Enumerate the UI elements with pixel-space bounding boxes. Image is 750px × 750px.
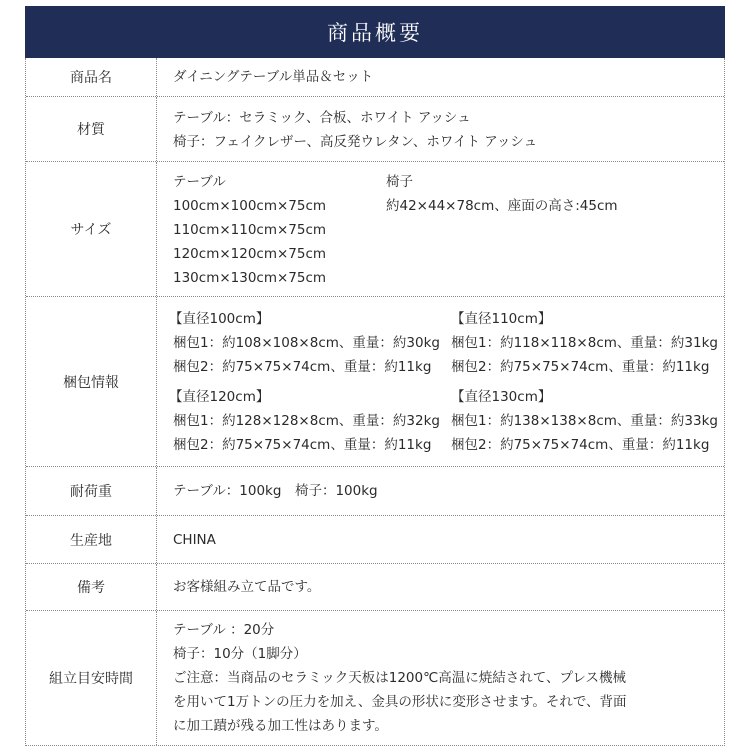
load-capacity-text: テーブル：100kg 椅子：100kg bbox=[173, 483, 378, 499]
packing-line: 梱包1：約138×138×8cm、重量：約33kg bbox=[451, 413, 718, 429]
row-value bbox=[173, 516, 724, 563]
row-assembly-time bbox=[26, 611, 724, 745]
row-product-name bbox=[26, 58, 724, 97]
size-table-heading: テーブル bbox=[173, 174, 226, 190]
assembly-line: を用いて1万トンの圧力を加え、金具の形状に変形させます。それで、背面 bbox=[173, 694, 627, 710]
packing-line: 梱包1：約128×128×8cm、重量：約32kg bbox=[173, 413, 440, 429]
assembly-line: ご注意：当商品のセラミック天板は1200℃高温に焼結されて、プレス機械 bbox=[173, 670, 627, 686]
row-label: 材質 bbox=[26, 97, 157, 161]
packing-heading: 【直径120cm】 bbox=[169, 389, 270, 405]
size-table-item: 130cm×130cm×75cm bbox=[173, 270, 327, 286]
packing-heading: 【直径130cm】 bbox=[451, 389, 552, 405]
row-label: 商品名 bbox=[26, 58, 157, 96]
assembly-line: 椅子：10分（1脚分） bbox=[173, 646, 307, 662]
row-notes bbox=[26, 564, 724, 611]
row-label: 生産地 bbox=[26, 516, 157, 563]
row-load-capacity bbox=[26, 467, 724, 516]
row-label: 梱包情報 bbox=[26, 297, 157, 466]
row-value bbox=[173, 58, 724, 96]
row-label: 組立目安時間 bbox=[26, 611, 157, 745]
row-size bbox=[26, 162, 724, 297]
packing-group-120 bbox=[169, 385, 440, 457]
packing-group-100 bbox=[169, 307, 440, 379]
material-line: 椅子：フェイクレザー、高反発ウレタン、ホワイト アッシュ bbox=[173, 134, 538, 150]
row-label: サイズ bbox=[26, 162, 157, 296]
packing-line: 梱包2：約75×75×74cm、重量：約11kg bbox=[451, 359, 710, 375]
row-value bbox=[169, 297, 724, 466]
row-value bbox=[173, 611, 724, 745]
packing-line: 梱包1：約118×118×8cm、重量：約31kg bbox=[451, 335, 718, 351]
size-table-item: 110cm×110cm×75cm bbox=[173, 222, 327, 238]
packing-heading: 【直径110cm】 bbox=[451, 311, 552, 327]
product-name-text: ダイニングテーブル単品＆セット bbox=[173, 69, 374, 85]
row-material bbox=[26, 97, 724, 162]
packing-line: 梱包1：約108×108×8cm、重量：約30kg bbox=[173, 335, 440, 351]
notes-text: お客様組み立て品です。 bbox=[173, 579, 321, 595]
assembly-line: テーブル ：20分 bbox=[173, 622, 275, 638]
packing-group-130 bbox=[451, 385, 718, 457]
size-table-item: 120cm×120cm×75cm bbox=[173, 246, 327, 262]
row-value bbox=[173, 564, 724, 610]
assembly-line: に加工蹟が残る加工性はあります。 bbox=[173, 718, 388, 734]
section-header bbox=[25, 6, 725, 58]
size-chair-heading: 椅子 bbox=[386, 174, 413, 190]
size-chair-item: 約42×44×78cm、座面の高さ:45cm bbox=[386, 198, 618, 214]
origin-text: CHINA bbox=[173, 531, 216, 548]
packing-line: 梱包2：約75×75×74cm、重量：約11kg bbox=[451, 437, 710, 453]
material-line: テーブル：セラミック、合板、ホワイト アッシュ bbox=[173, 110, 471, 126]
product-spec-table bbox=[25, 58, 725, 746]
row-value bbox=[173, 467, 724, 515]
packing-line: 梱包2：約75×75×74cm、重量：約11kg bbox=[173, 359, 432, 375]
row-value bbox=[173, 97, 724, 161]
row-label: 備考 bbox=[26, 564, 157, 610]
row-packing bbox=[26, 297, 724, 467]
row-value bbox=[173, 162, 724, 296]
row-label: 耐荷重 bbox=[26, 467, 157, 515]
size-table-item: 100cm×100cm×75cm bbox=[173, 198, 327, 214]
packing-group-110 bbox=[451, 307, 718, 379]
packing-heading: 【直径100cm】 bbox=[169, 311, 270, 327]
packing-line: 梱包2：約75×75×74cm、重量：約11kg bbox=[173, 437, 432, 453]
section-title: 商品概要 bbox=[327, 21, 423, 45]
row-origin bbox=[26, 516, 724, 564]
